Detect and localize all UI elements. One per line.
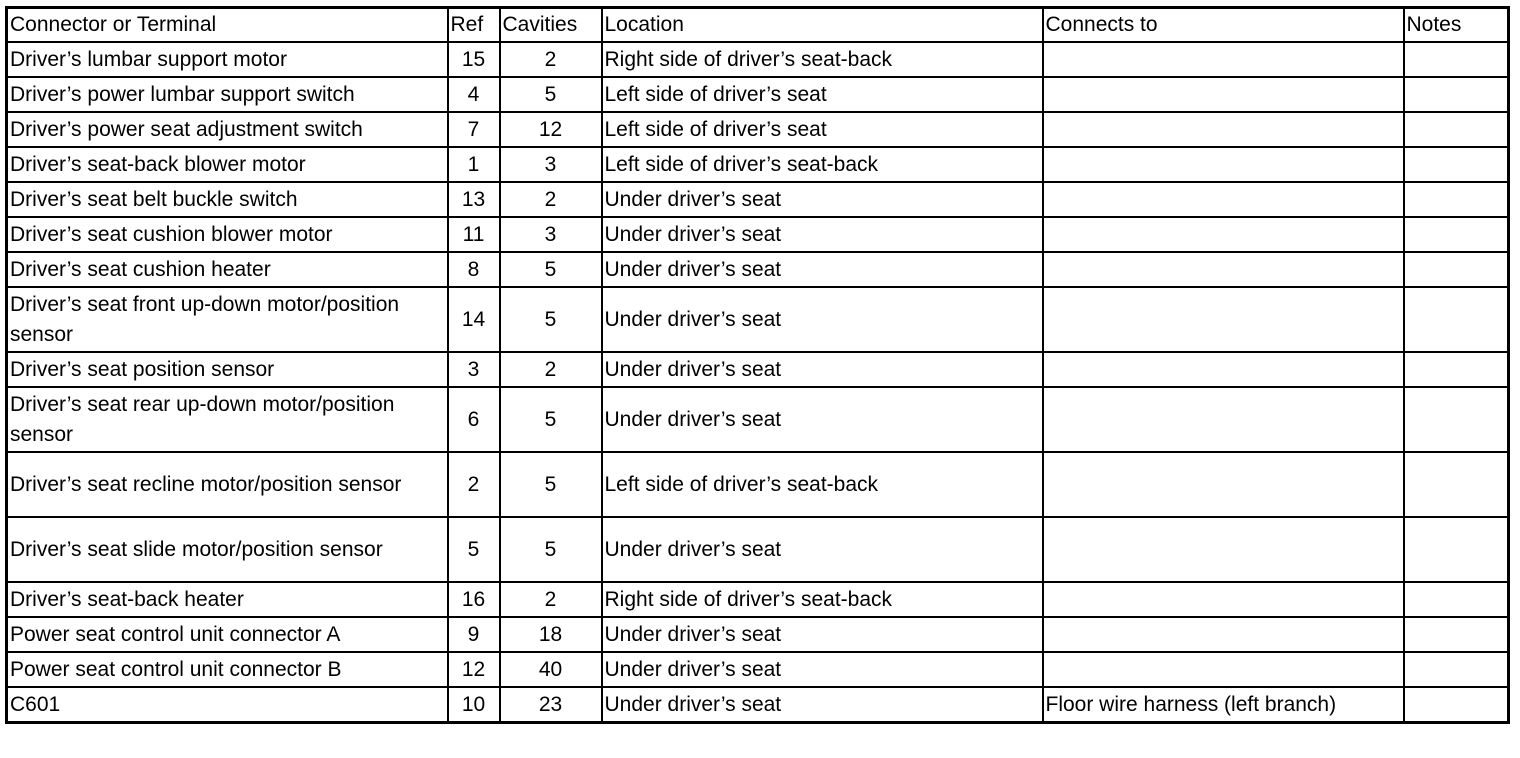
cell-connects-to	[1043, 182, 1404, 217]
cell-connector: Driver’s seat-back heater	[7, 582, 448, 617]
cell-connector: Driver’s power seat adjustment switch	[7, 112, 448, 147]
cell-cavities: 5	[500, 287, 602, 352]
header-cavities: Cavities	[500, 8, 602, 43]
cell-notes	[1404, 517, 1509, 582]
table-row	[7, 352, 1509, 387]
cell-connects-to	[1043, 517, 1404, 582]
cell-ref: 1	[448, 147, 500, 182]
cell-cavities: 2	[500, 42, 602, 77]
connector-table	[5, 6, 1510, 724]
cell-location: Right side of driver’s seat-back	[602, 582, 1043, 617]
cell-ref: 5	[448, 517, 500, 582]
table-row	[7, 617, 1509, 652]
cell-connects-to	[1043, 42, 1404, 77]
cell-notes	[1404, 582, 1509, 617]
cell-connector: Driver’s seat-back blower motor	[7, 147, 448, 182]
cell-connects-to	[1043, 112, 1404, 147]
cell-connector: Driver’s seat cushion blower motor	[7, 217, 448, 252]
cell-location: Under driver’s seat	[602, 517, 1043, 582]
cell-connects-to	[1043, 582, 1404, 617]
cell-location: Under driver’s seat	[602, 687, 1043, 723]
cell-cavities: 5	[500, 387, 602, 452]
cell-connector: Driver’s seat front up-down motor/position sensor	[7, 287, 448, 352]
cell-ref: 12	[448, 652, 500, 687]
cell-notes	[1404, 652, 1509, 687]
cell-connects-to	[1043, 77, 1404, 112]
cell-connector: Driver’s seat position sensor	[7, 352, 448, 387]
cell-connector: Driver’s seat recline motor/position sensor	[7, 452, 448, 517]
cell-notes	[1404, 182, 1509, 217]
cell-cavities: 3	[500, 147, 602, 182]
cell-location: Under driver’s seat	[602, 387, 1043, 452]
cell-connects-to	[1043, 452, 1404, 517]
header-row	[7, 8, 1509, 43]
table-row	[7, 517, 1509, 582]
cell-cavities: 40	[500, 652, 602, 687]
table-body	[7, 42, 1509, 723]
cell-cavities: 18	[500, 617, 602, 652]
table-row	[7, 652, 1509, 687]
cell-location: Under driver’s seat	[602, 352, 1043, 387]
cell-cavities: 23	[500, 687, 602, 723]
cell-notes	[1404, 287, 1509, 352]
cell-connects-to: Floor wire harness (left branch)	[1043, 687, 1404, 723]
header-connects-to: Connects to	[1043, 8, 1404, 43]
cell-ref: 16	[448, 582, 500, 617]
cell-ref: 14	[448, 287, 500, 352]
cell-location: Left side of driver’s seat-back	[602, 452, 1043, 517]
cell-notes	[1404, 452, 1509, 517]
cell-ref: 8	[448, 252, 500, 287]
cell-cavities: 2	[500, 582, 602, 617]
cell-connector: Power seat control unit connector A	[7, 617, 448, 652]
cell-connects-to	[1043, 387, 1404, 452]
table-row	[7, 42, 1509, 77]
cell-cavities: 3	[500, 217, 602, 252]
header-notes: Notes	[1404, 8, 1509, 43]
table-row	[7, 582, 1509, 617]
cell-notes	[1404, 77, 1509, 112]
table-row	[7, 112, 1509, 147]
cell-cavities: 2	[500, 352, 602, 387]
cell-location: Left side of driver’s seat-back	[602, 147, 1043, 182]
cell-ref: 10	[448, 687, 500, 723]
header-location: Location	[602, 8, 1043, 43]
cell-connector: Power seat control unit connector B	[7, 652, 448, 687]
cell-connects-to	[1043, 147, 1404, 182]
table-row	[7, 387, 1509, 452]
cell-notes	[1404, 352, 1509, 387]
cell-cavities: 2	[500, 182, 602, 217]
cell-connector: Driver’s seat belt buckle switch	[7, 182, 448, 217]
cell-notes	[1404, 252, 1509, 287]
cell-location: Under driver’s seat	[602, 217, 1043, 252]
cell-connects-to	[1043, 217, 1404, 252]
cell-notes	[1404, 112, 1509, 147]
cell-connector: C601	[7, 687, 448, 723]
cell-ref: 13	[448, 182, 500, 217]
table-row	[7, 77, 1509, 112]
cell-location: Under driver’s seat	[602, 652, 1043, 687]
cell-cavities: 5	[500, 77, 602, 112]
cell-cavities: 5	[500, 252, 602, 287]
cell-ref: 3	[448, 352, 500, 387]
cell-cavities: 12	[500, 112, 602, 147]
cell-location: Right side of driver’s seat-back	[602, 42, 1043, 77]
cell-notes	[1404, 217, 1509, 252]
cell-location: Left side of driver’s seat	[602, 112, 1043, 147]
cell-connects-to	[1043, 652, 1404, 687]
table-row	[7, 287, 1509, 352]
cell-connects-to	[1043, 287, 1404, 352]
cell-ref: 2	[448, 452, 500, 517]
cell-connector: Driver’s seat cushion heater	[7, 252, 448, 287]
table-header	[7, 8, 1509, 43]
table-row	[7, 217, 1509, 252]
cell-notes	[1404, 147, 1509, 182]
header-connector: Connector or Terminal	[7, 8, 448, 43]
cell-cavities: 5	[500, 452, 602, 517]
cell-location: Under driver’s seat	[602, 617, 1043, 652]
cell-ref: 6	[448, 387, 500, 452]
cell-ref: 11	[448, 217, 500, 252]
cell-location: Left side of driver’s seat	[602, 77, 1043, 112]
table-row	[7, 147, 1509, 182]
cell-location: Under driver’s seat	[602, 287, 1043, 352]
cell-notes	[1404, 42, 1509, 77]
header-ref: Ref	[448, 8, 500, 43]
cell-connector: Driver’s seat slide motor/position sensor	[7, 517, 448, 582]
cell-notes	[1404, 687, 1509, 723]
cell-connector: Driver’s seat rear up-down motor/position sensor	[7, 387, 448, 452]
cell-ref: 4	[448, 77, 500, 112]
cell-cavities: 5	[500, 517, 602, 582]
cell-connects-to	[1043, 352, 1404, 387]
table-row	[7, 687, 1509, 723]
cell-location: Under driver’s seat	[602, 252, 1043, 287]
cell-notes	[1404, 617, 1509, 652]
cell-ref: 9	[448, 617, 500, 652]
cell-ref: 7	[448, 112, 500, 147]
cell-connector: Driver’s lumbar support motor	[7, 42, 448, 77]
cell-connects-to	[1043, 617, 1404, 652]
cell-notes	[1404, 387, 1509, 452]
cell-ref: 15	[448, 42, 500, 77]
cell-location: Under driver’s seat	[602, 182, 1043, 217]
cell-connects-to	[1043, 252, 1404, 287]
table-row	[7, 452, 1509, 517]
table-row	[7, 252, 1509, 287]
cell-connector: Driver’s power lumbar support switch	[7, 77, 448, 112]
table-row	[7, 182, 1509, 217]
